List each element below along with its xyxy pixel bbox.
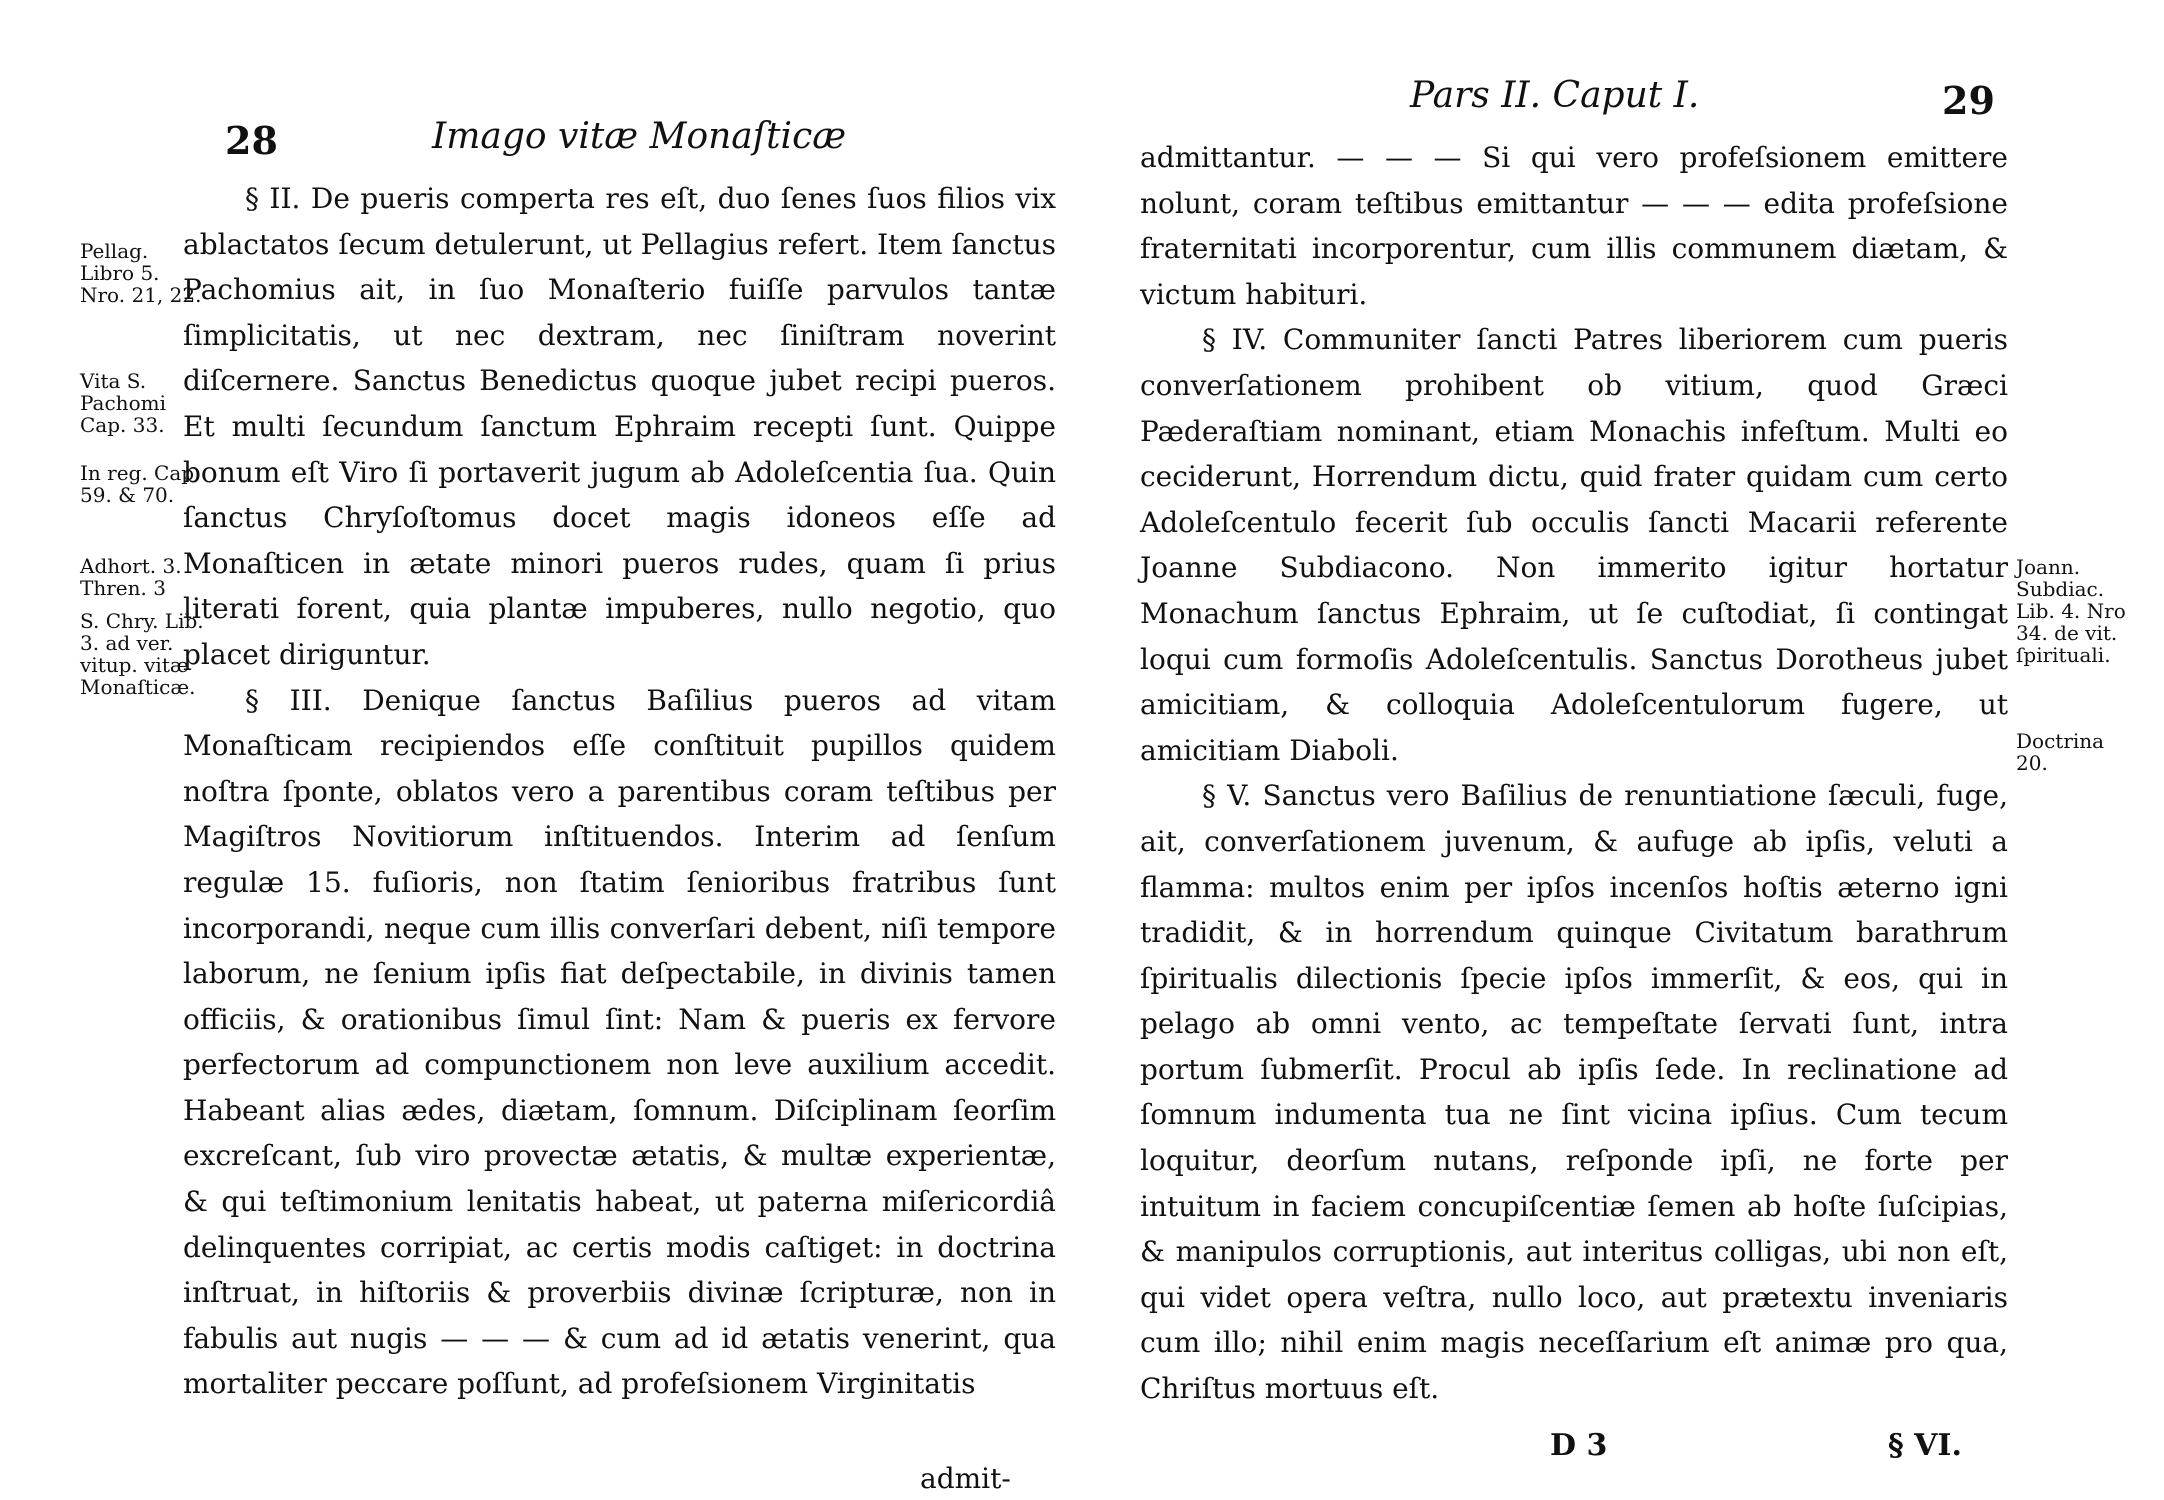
catchword: § VI. xyxy=(1888,1428,1962,1463)
paragraph: admittantur. — — — Si qui vero profeſsionem emittere nolunt, coram teſtibus emittantur — — — edita profeſsione fraternitati incorporentur, cum illis communem diætam, & victum habituri. xyxy=(1140,141,2008,311)
margin-note: Pellag. Libro 5. Nro. 21, 22. xyxy=(80,239,202,307)
left-page xyxy=(40,0,1060,1500)
margin-note: Vita S. Pachomi Cap. 33. xyxy=(80,369,166,437)
catchword: admit- xyxy=(920,1462,1011,1495)
running-head xyxy=(1410,75,1699,116)
margin-note: S. Chry. Lib. 3. ad ver. vitup. vitæ Monaſticæ. xyxy=(80,609,204,699)
paragraph: § V. Sanctus vero Baſilius de renuntiatione ſæculi, fuge, ait, converſationem juvenum, & aufuge ab ipſis, veluti a flamma: multos enim per ipſos incenſos hoſtis æterno igni tradidit, & in horrendum quinque Civitatum barathrum ſpiritualis dilectionis ſpecie ipſos immerſit, & eos, qui in pelago ab omni vento, ac tempeſtate ſervati ſunt, intra portum ſubmerſit. Procul ab ipſis ſede. In reclinatione ad ſomnum indumenta tua ne ſint vicina ipſius. Cum tecum loquitur, deorſum nutans, reſponde ipſi, ne forte per intuitum in faciem concupiſcentiæ ſemen ab hoſte ſuſcipias, & manipulos corruptionis, aut interitus colligas, ubi non eſt, qui videt opera veſtra, nullo loco, aut prætextu inveniaris cum illo; nihil enim magis neceſſarium eſt animæ pro qua, Chriſtus mortuus eſt. xyxy=(1140,779,2008,1406)
margin-note: Joann. Subdiac. Lib. 4. Nro 34. de vit. ſpirituali. xyxy=(2016,555,2126,667)
margin-note: Adhort. 3. Thren. 3 xyxy=(80,554,182,600)
right-body xyxy=(1140,135,2008,1412)
margin-note: Doctrina 20. xyxy=(2016,729,2105,775)
paragraph: § II. De pueris comperta res eſt, duo ſenes ſuos filios vix ablactatos ſecum detulerunt, ut Pellagius refert. Item ſanctus Pachomius ait, in ſuo Monaſterio fuiſſe parvulos tantæ ſimplicitatis, ut nec dextram, nec ſiniſtram noverint diſcernere. Sanctus Benedictus quoque jubet recipi pueros. Et multi ſecundum ſanctum Ephraim recepti ſunt. Quippe bonum eſt Viro ſi portaverit jugum ab Adoleſcentia ſua. Quin ſanctus Chryſoſtomus docet magis idoneos eſſe ad Monaſticen in ætate minori pueros rudes, quam ſi prius literati forent, quia plantæ impuberes, nullo negotio, quo placet diriguntur. xyxy=(183,182,1056,671)
left-body xyxy=(183,176,1056,1407)
page-number: 29 xyxy=(1942,78,1995,123)
paragraph: § III. Denique ſanctus Baſilius pueros ad vitam Monaſticam recipiendos eſſe conſtituit pupillos quidem noſtra ſponte, oblatos vero a parentibus coram teſtibus per Magiſtros Novitiorum inſtituendos. Interim ad ſenſum regulæ 15. fuſioris, non ſtatim ſenioribus fratribus ſunt incorporandi, neque cum illis converſari debent, niſi tempore laborum, ne ſenium ipſis fiat deſpectabile, in divinis tamen officiis, & orationibus ſimul ſint: Nam & pueris ex fervore perfectorum ad compunctionem non leve auxilium accedit. Habeant alias ædes, diætam, ſomnum. Diſciplinam ſeorſim excreſcant, ſub viro provectæ ætatis, & multæ experientæ, & qui teſtimonium lenitatis habeat, ut paterna miſericordiâ delinquentes corripiat, ac certis modis caſtiget: in doctrina inſtruat, in hiſtoriis & proverbiis divinæ ſcripturæ, non in fabulis aut nugis — — — & cum ad id ætatis venerint, qua mortaliter peccare poſſunt, ad profeſsionem Virginitatis xyxy=(183,683,1056,1401)
margin-note: In reg. Cap. 59. & 70. xyxy=(80,461,201,507)
running-head-title: Pars II. Caput I. xyxy=(1410,75,1700,116)
signature-mark: D 3 xyxy=(1550,1428,1608,1463)
paragraph: § IV. Communiter ſancti Patres liberiorem cum pueris converſationem prohibent ob vitium, quod Græci Pæderaſtiam nominant, etiam Monachis infeſtum. Multi eo ceciderunt, Horrendum dictu, quid frater quidam cum certo Adoleſcentulo fecerit ſub occulis ſancti Macarii referente Joanne Subdiacono. Non immerito igitur hortatur Monachum ſanctus Ephraim, ut ſe cuſtodiat, ſi contingat loqui cum formoſis Adoleſcentulis. Sanctus Dorotheus jubet amicitiam, & colloquia Adoleſcentulorum fugere, ut amicitiam Diaboli. xyxy=(1140,323,2008,767)
running-head-title: Imago vitæ Monaſticæ xyxy=(432,116,847,157)
page-number: 28 xyxy=(225,118,278,163)
right-page xyxy=(1120,0,2164,1500)
running-head xyxy=(432,116,846,157)
